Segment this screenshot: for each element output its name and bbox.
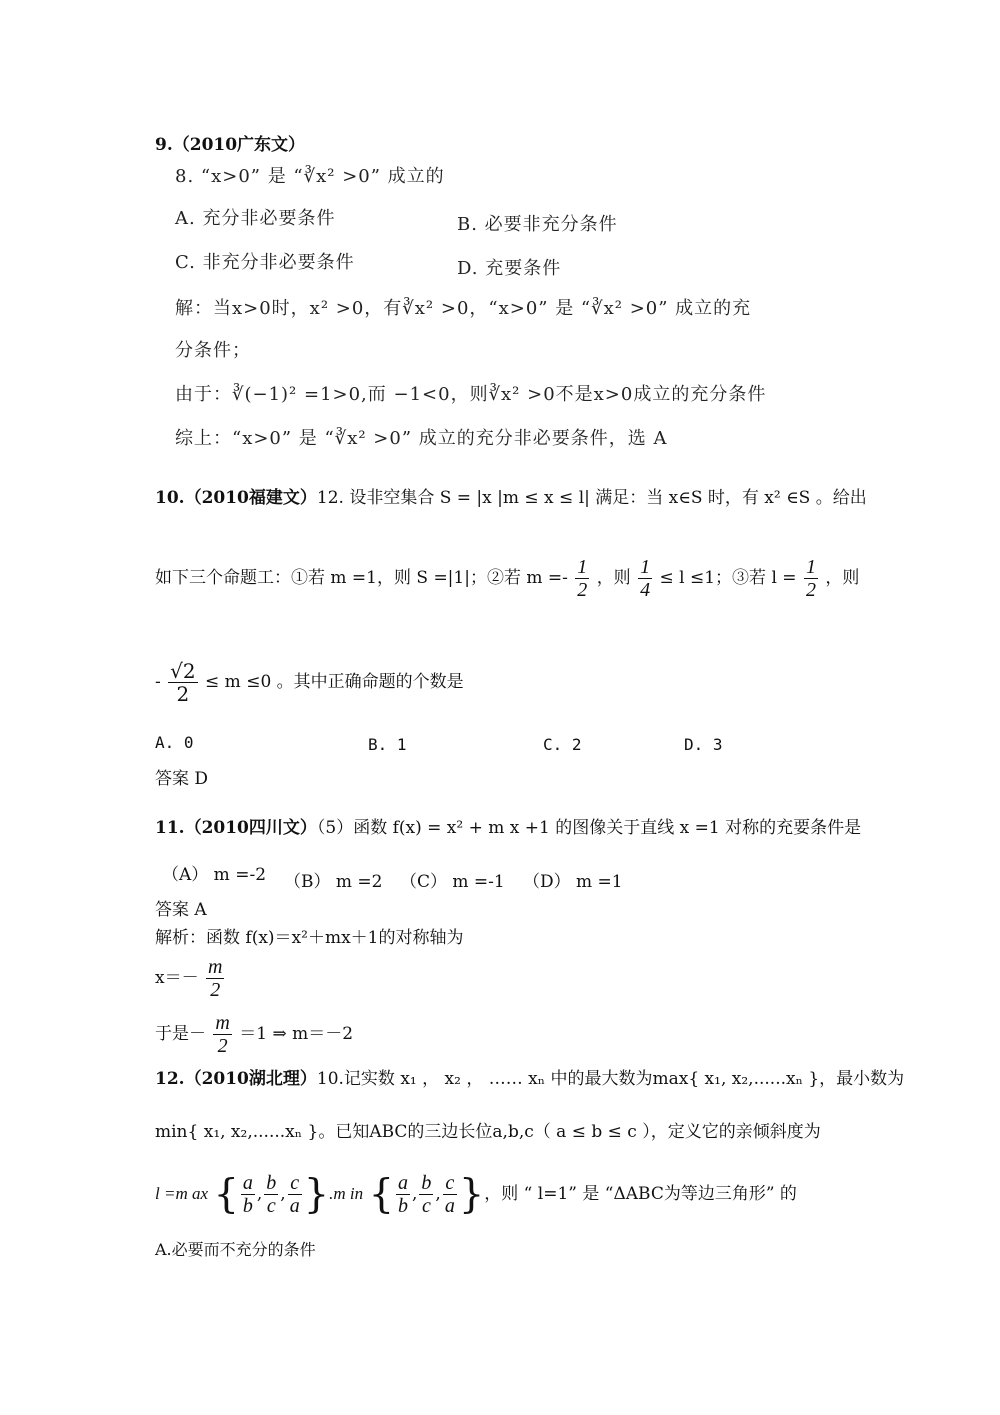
fraction-one-half: $\frac{1}{2}$ [577,556,588,601]
q12-min-label: .m in [329,1184,364,1203]
fraction-m-over-2: $\frac{m}{2}$ [208,956,223,1001]
q12-line-3: l =m ax { $\frac{a}{b}$ , $\frac{b}{c}$ , $\frac{c}{a}$ }.m in { $\frac{a}{b}$ , $\frac{b}{c}$ , $\frac{c}{a}$ }，则 “ l=1” 是 “ΔABC为等边三角形” 的 [155,1171,797,1218]
q10-line-2-text-a: 如下三个命题工：①若 m =1，则 S =|1|；②若 m =- [155,568,568,588]
q10-option-b: B. 1 [368,735,407,754]
q10-option-c: C. 2 [543,735,582,754]
q12-line-1 [155,1071,904,1088]
left-brace-icon: { [213,1171,239,1218]
q9-stem: 8. “x>0” 是 “∛x² >0” 成立的 [175,166,445,187]
q11-conclusion-post: ＝1 ⇒ m＝－2 [239,1024,354,1044]
q11-answer: 答案 A [155,900,207,920]
q10-line-2-text-c: ≤ l ≤1；③若 l = [659,568,797,588]
q10-line-3-text: ≤ m ≤0 。其中正确命题的个数是 [205,672,464,692]
fraction-b-over-c: $\frac{b}{c}$ [266,1172,277,1217]
q9-option-d: D. 充要条件 [457,258,562,279]
right-brace-icon: } [303,1171,330,1218]
q11-option-a: （A） m =-2 [162,865,267,885]
q11-conclusion-line [155,1012,353,1057]
fraction-b-over-c-2: $\frac{b}{c}$ [421,1172,432,1217]
q10-line-2 [155,556,859,601]
q11-option-b: （B） m =2 [284,872,383,892]
q11-header: 11.（2010四川文） [155,818,317,838]
q11-axis-line [155,956,226,1001]
q10-option-a: A. 0 [155,733,194,752]
fraction-c-over-a-2: $\frac{c}{a}$ [444,1172,455,1217]
q9-option-a: A. 充分非必要条件 [175,208,336,229]
q10-line-3 [155,660,464,705]
q10-line-1 [155,490,867,507]
q10-header: 10.（2010福建文） [155,488,317,508]
fraction-sqrt2-over-2: $\frac{√2}{2}$ [170,659,196,706]
q11-axis-text: x＝－ [155,968,199,988]
q10-stem: 12. 设非空集合 S = |x |m ≤ x ≤ l| 满足：当 x∈S 时，有 x² ∈S 。给出 [316,488,867,508]
fraction-a-over-b-2: $\frac{a}{b}$ [398,1172,409,1217]
fraction-one-half-2: $\frac{1}{2}$ [805,556,816,601]
q9-solution-3: 由于：∛(−1)² =1>0,而 −1<0，则∛x² >0不是x>0成立的充分条件 [175,384,767,405]
q11-line-1 [155,820,861,837]
q11-option-c: （C） m =-1 [400,872,505,892]
q10-line-3-minus: - [155,672,161,692]
q12-stem: 10.记实数 x₁ ， x₂ ， …… xₙ 中的最大数为max{ x₁, x₂,......xₙ }，最小数为 [316,1069,905,1089]
q11-conclusion-pre: 于是－ [155,1024,206,1044]
q12-option-a: A.必要而不充分的条件 [155,1240,316,1259]
q10-line-2-text-d: ，则 [825,568,860,588]
q9-solution-1: 解：当x>0时，x² >0，有∛x² >0，“x>0” 是 “∛x² >0” 成立的充 [175,298,752,319]
q9-option-c: C. 非充分非必要条件 [175,252,355,273]
q9-solution-2: 分条件； [175,340,251,361]
q10-answer: 答案 D [155,769,209,789]
q9-option-b: B. 必要非充分条件 [457,214,618,235]
fraction-c-over-a: $\frac{c}{a}$ [289,1172,300,1217]
q10-line-2-text-b: ，则 [596,568,631,588]
fraction-one-quarter: $\frac{1}{4}$ [640,556,651,601]
q9-header: 9.（2010广东文） [155,135,306,155]
q9-solution-4: 综上：“x>0” 是 “∛x² >0” 成立的充分非必要条件，选 A [175,428,668,449]
q11-option-d: （D） m =1 [523,872,623,892]
fraction-a-over-b: $\frac{a}{b}$ [242,1172,253,1217]
q12-line-3-text: ，则 “ l=1” 是 “ΔABC为等边三角形” 的 [484,1184,797,1204]
left-brace-icon-2: { [368,1171,395,1218]
q12-line-2: min{ x₁, x₂,......xₙ }。已知ABC的三边长位a,b,c（ a ≤ b ≤ c ），定义它的亲倾斜度为 [155,1122,821,1142]
right-brace-icon-2: } [458,1171,485,1218]
q11-analysis: 解析：函数 f(x)＝x²＋mx＋1的对称轴为 [155,928,464,948]
q12-max-label: l =m ax [155,1184,209,1203]
q11-stem: （5）函数 f(x) = x² + m x +1 的图像关于直线 x =1 对称的充要条件是 [316,818,862,838]
q12-header: 12.（2010湖北理） [155,1069,317,1089]
fraction-m-over-2-b: $\frac{m}{2}$ [215,1012,230,1057]
q10-option-d: D. 3 [684,735,723,754]
